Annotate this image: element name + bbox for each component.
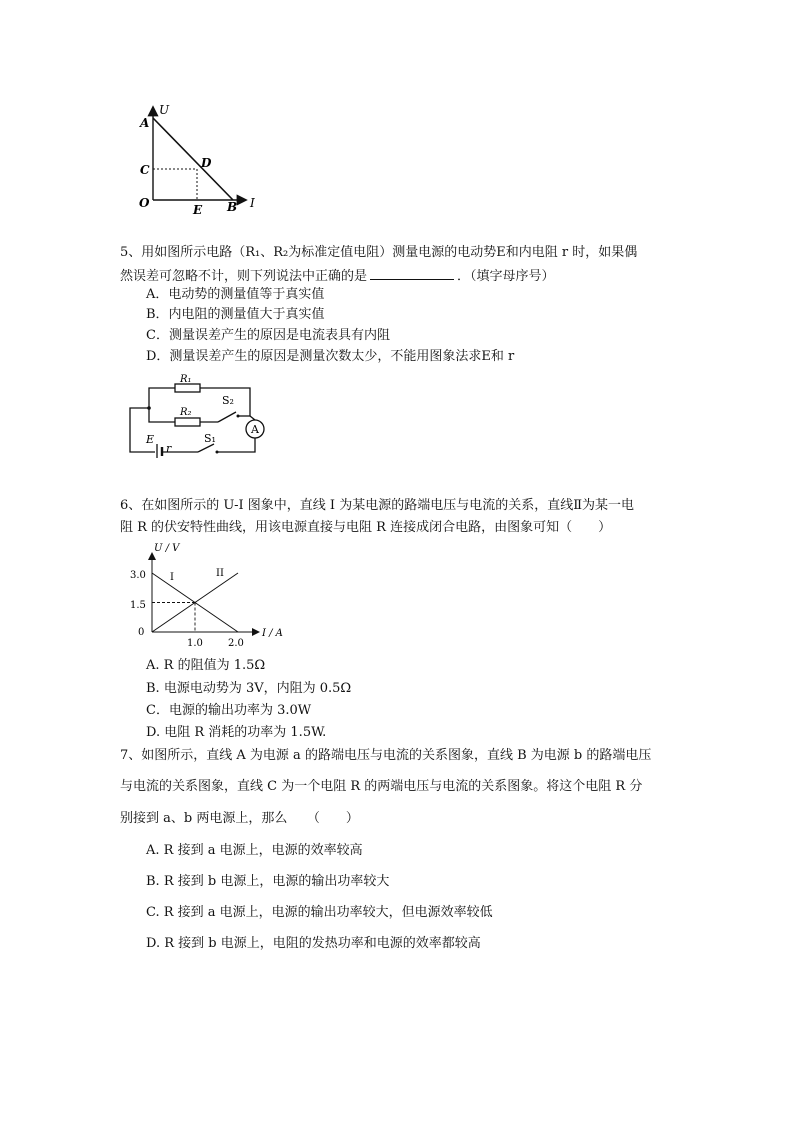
fig1-label-o: O xyxy=(139,196,150,210)
q7-stem-line2: 与电流的关系图象，直线 C 为一个电阻 R 的两端电压与电流的关系图象。将这个电阻 R 分 xyxy=(120,779,643,794)
q7-option-d: D. R 接到 b 电源上，电阻的发热功率和电源的效率都较高 xyxy=(146,936,481,951)
q7-option-a: A. R 接到 a 电源上，电源的效率较高 xyxy=(146,843,363,858)
q5-stem-line2-text: 然误差可忽略不计，则下列说法中正确的是 xyxy=(120,269,368,284)
q6-series-i-label: I xyxy=(170,572,174,583)
q5-stem-line2-tail: ．（填字母序号） xyxy=(457,269,555,284)
fig1-label-u: U xyxy=(159,103,170,117)
q5-stem-line1: 5、用如图所示电路（R₁、R₂为标准定值电阻）测量电源的电动势E和内电阻 r 时，如果偶 xyxy=(120,245,638,260)
q6-xlabel: I / A xyxy=(262,628,283,639)
q6-stem-line1: 6、在如图所示的 U-I 图象中，直线 I 为某电源的路端电压与电流的关系，直线Ⅱ为某一电 xyxy=(120,498,635,513)
q5-circuit-diagram xyxy=(122,372,272,458)
q6-option-d: D. 电阻 R 消耗的功率为 1.5W. xyxy=(146,725,327,740)
q6-ytick-1-5: 1.5 xyxy=(130,600,146,611)
circuit-e-label: E xyxy=(146,433,155,446)
q5-option-d: D．测量误差产生的原因是测量次数太少，不能用图象法求E和 r xyxy=(146,349,515,364)
circuit-ammeter-top-wire xyxy=(250,416,255,420)
q5-option-b: B．内电阻的测量值大于真实值 xyxy=(146,307,325,322)
circuit-r1-label: R₁ xyxy=(180,374,192,385)
q6-xtick-1: 1.0 xyxy=(187,638,203,649)
fig1-label-b: B xyxy=(227,200,238,214)
q5-option-a: A．电动势的测量值等于真实值 xyxy=(146,287,325,302)
q5-stem-line2 xyxy=(120,265,555,286)
circuit-top-wire xyxy=(149,388,175,392)
q6-series-ii-label: II xyxy=(216,568,224,579)
q7-stem-line3: 别接到 a、b 两电源上，那么 （ ） xyxy=(120,811,359,826)
q6-option-c: C．电源的输出功率为 3.0W xyxy=(146,703,312,718)
fig1-label-d: D xyxy=(201,156,212,170)
fig1-label-e: E xyxy=(193,203,203,217)
circuit-junction xyxy=(147,406,151,410)
q6-ui-chart xyxy=(120,540,290,650)
q6-option-a: A. R 的阻值为 1.5Ω xyxy=(146,658,266,673)
circuit-s2-label: S₂ xyxy=(222,394,234,407)
circuit-r1 xyxy=(175,384,200,392)
q6-option-b: B. 电源电动势为 3V，内阻为 0.5Ω xyxy=(146,681,352,696)
fig1-ui-graph xyxy=(130,100,270,220)
q7-option-c: C. R 接到 a 电源上，电源的输出功率较大，但电源效率较低 xyxy=(146,905,493,920)
q6-ytick-3: 3.0 xyxy=(130,570,146,581)
circuit-ammeter-label: A xyxy=(251,423,259,436)
q7-option-b: B. R 接到 b 电源上，电源的输出功率较大 xyxy=(146,874,390,889)
circuit-s2-blade xyxy=(218,412,236,422)
circuit-r2 xyxy=(175,418,200,426)
fig1-label-i: I xyxy=(250,196,255,210)
q5-option-c: C．测量误差产生的原因是电流表具有内阻 xyxy=(146,328,390,343)
q6-stem-line2: 阻 R 的伏安特性曲线，用该电源直接与电阻 R 连接成闭合电路，由图象可知（ ） xyxy=(120,520,612,535)
fig1-label-a: A xyxy=(140,116,150,130)
circuit-r-label: r xyxy=(166,442,172,455)
q6-xtick-2: 2.0 xyxy=(228,638,244,649)
circuit-r2-label: R₂ xyxy=(180,407,192,418)
circuit-s1-to-ammeter xyxy=(217,438,255,452)
circuit-s1-label: S₁ xyxy=(204,432,216,445)
circuit-mid-wire xyxy=(149,392,175,422)
fig1-line-ab xyxy=(153,118,233,200)
fig1-label-c: C xyxy=(140,163,150,177)
q6-ytick-0: 0 xyxy=(138,627,145,638)
circuit-s1-blade xyxy=(198,444,214,452)
q5-answer-blank[interactable] xyxy=(370,265,454,280)
q6-ylabel: U / V xyxy=(154,543,180,554)
q7-stem-line1: 7、如图所示，直线 A 为电源 a 的路端电压与电流的关系图象，直线 B 为电源 b 的路端电压 xyxy=(120,748,652,763)
